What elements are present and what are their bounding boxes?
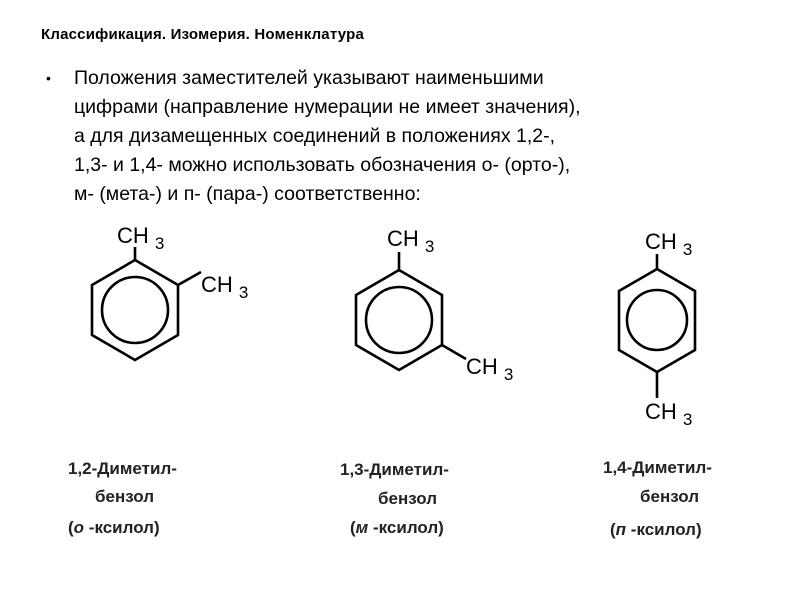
para-benzene-ring bbox=[619, 254, 695, 398]
bullet-line: Положения заместителей указывают наименьшими bbox=[74, 67, 544, 89]
para-ch3-bottom: CH $_3$ bbox=[645, 399, 693, 429]
subscript-digit: 3 bbox=[682, 410, 693, 429]
bullet-dot-icon: • bbox=[46, 70, 51, 86]
para-name-line1: 1,4-Диметил- bbox=[603, 458, 712, 477]
bullet-line: а для дизамещенных соединений в положениях 1,2-, bbox=[74, 125, 556, 147]
subscript-digit: 3 bbox=[682, 240, 693, 259]
subscript-digit: 3 bbox=[154, 234, 165, 253]
meta-trivial-name: (м -ксилол) bbox=[350, 518, 444, 537]
bullet-line: цифрами (направление нумерации не имеет значения), bbox=[74, 96, 581, 118]
bullet-line: м- (мета-) и п- (пара-) соответственно: bbox=[74, 183, 421, 205]
ortho-ch3-side: CH $_3$ bbox=[201, 272, 249, 302]
meta-name-line2: бензол bbox=[378, 489, 438, 508]
ortho-benzene-ring bbox=[92, 247, 201, 360]
ortho-bond-2 bbox=[178, 272, 201, 285]
meta-ch3-top: CH $_3$ bbox=[387, 226, 435, 256]
subscript-digit: 3 bbox=[424, 237, 435, 256]
subscript-digit: 3 bbox=[503, 365, 514, 384]
meta-ch3-side: CH $_3$ bbox=[466, 354, 514, 384]
ortho-name-line1: 1,2-Диметил- bbox=[68, 459, 177, 478]
meta-name-line1: 1,3-Диметил- bbox=[340, 460, 449, 479]
ortho-trivial-name: (о -ксилол) bbox=[68, 518, 160, 537]
para-ch3-top: CH $_3$ bbox=[645, 229, 693, 259]
subscript-digit: 3 bbox=[238, 283, 249, 302]
ortho-name-line2: бензол bbox=[95, 487, 155, 506]
ortho-ch3-top: CH $_3$ bbox=[117, 223, 165, 253]
meta-benzene-ring bbox=[356, 252, 466, 370]
para-name-line2: бензол bbox=[640, 487, 700, 506]
slide-title: Классификация. Изомерия. Номенклатура bbox=[41, 26, 365, 43]
meta-bond-3 bbox=[442, 345, 466, 359]
bullet-line: 1,3- и 1,4- можно использовать обозначения о- (орто-), bbox=[74, 154, 571, 176]
para-trivial-name: (п -ксилол) bbox=[610, 520, 702, 539]
